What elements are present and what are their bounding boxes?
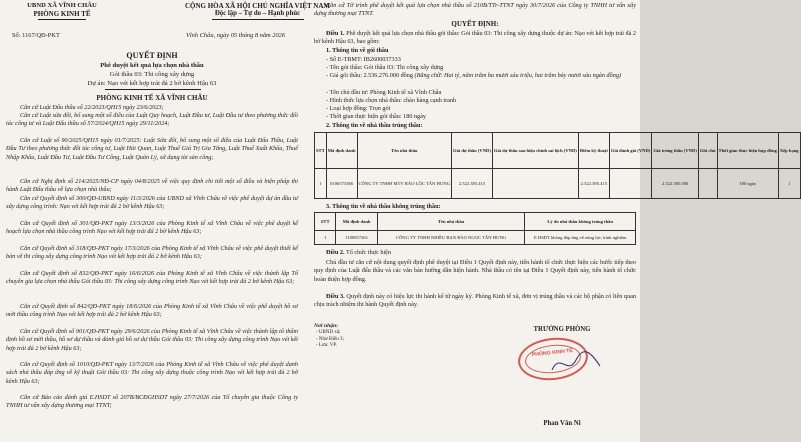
preamble-2: Căn cứ Luật sửa đổi, bổ sung một số điều của Luật Quy hoạch, Luật Đầu tư, Luật Đầu tư theo phương thức đối tác công tư và Luật Đấu thầu số 57/2024/QH15 ngày 29/11/2024; [6,112,298,128]
title-underline [105,89,201,90]
loser-header-row [315,213,636,231]
recipient-item: - UBND xã; [316,330,341,335]
motto-underline [212,19,304,20]
agency-underline [38,19,86,20]
winner-header-cell: Thời gian thực hiện hợp đồng [717,133,778,169]
decision-title: QUYẾT ĐỊNH [126,51,178,60]
place-date: Vĩnh Châu, ngày 05 tháng 8 năm 2026 [186,32,286,39]
winner-cell: 1 [315,169,327,199]
winner-cell [609,169,651,199]
preamble-4: Căn cứ Nghị định số 214/2025/NĐ-CP ngày 04/8/2025 về việc quy định chi tiết một số điều và biện pháp thi hành Luật Đấu thầu về lựa chọn nhà thầu; [6,178,298,194]
field-etbmt: - Số E-TBMT: IB2600037333 [326,56,401,63]
decide-heading: QUYẾT ĐỊNH: [451,20,499,28]
article-1-text: Phê duyệt kết quả lựa chọn nhà thầu gói thầu: Gói thầu 03: Thi công xây dựng thuộc dự án: Nạo vét kết hợp trải đá 2 bờ kênh Hậu 63, bao gồm: [314,30,637,46]
price-value: - Giá gói thầu: 2.536.276.000 đồng [326,72,413,79]
recipients-label: Nơi nhận: [314,323,338,329]
winner-cell: 2.522.385.415 [578,169,609,199]
preamble-3: Căn cứ Luật số 90/2025/QH15 ngày 01/7/2025: Luật Sửa đổi, bổ sung một số điều của Luật Đấu Thầu, Luật Đầu Tư theo phương thức đối tác công tư, Luật Hải Quan, Luật Thuế Giá Trị Gia Tăng, Luật Thuế Xuất Khẩu, Thuế Nhập Khẩu, Luật Đầu Tư, Luật Đầu Tư Công, Luật Quản Lý, sử dụng tài sản công; [6,137,298,161]
decision-project: Dự án: Nạo vét kết hợp trải đá 2 bờ kênh Hậu 63 [87,80,217,87]
winner-header-cell: Điểm kỹ thuật [578,133,609,169]
winner-cell: CÔNG TY TNHH MTV BẢO LỘC TÂN HƯNG [357,169,452,199]
signer-title: TRƯỞNG PHÒNG [533,326,591,333]
winner-cell [492,169,578,199]
winner-header-cell: Giá trúng thầu (VND) [652,133,699,169]
recipient-item: - Như Điều 3; [316,336,344,342]
article-2-body: Chủ đầu tư căn cứ nội dung quyết định phê duyệt tại Điều 1 Quyết định này, tiến hành tổ chức thực hiện các bước tiếp theo quy định của Luật đấu thầu và các văn bản hướng dẫn hiện hành. Nhà thầu có tên tại Điều 1 Quyết định này, tiến hành tổ chức hoàn thiện hợp đồng. [314,259,636,283]
winner-cell: 2.522.385.415 [452,169,493,199]
winner-header-cell: Giá dự thầu sau hiệu chỉnh sai lệch (VND) [492,133,578,169]
field-investor: - Tên chủ đầu tư: Phòng Kinh tế xã Vĩnh Châu [326,89,442,96]
agency-parent: UBND XÃ VĨNH CHÂU [27,2,97,9]
winner-header-cell: Ghi chú [698,133,717,169]
loser-header-cell: Lý do nhà thầu không trúng thầu [525,213,636,231]
recipients-list [316,330,344,350]
preamble-9: Căn cứ Quyết định số 842/QĐ-PKT ngày 18/6/2026 của Phòng Kinh tế xã Vĩnh Châu về việc phê duyệt hồ sơ mời thầu công trình Nạo vét kết hợp trải đá 2 bờ kênh Hậu 63; [6,303,298,319]
article-2-text: Tổ chức thực hiện [346,249,392,256]
winner-cell: 0106573366 [326,169,357,199]
loser-cell: CÔNG TY TNHH NHIỀU BẠN BẢO NGỌC TÂN HƯNG [377,231,525,245]
winner-header-cell: Giá đánh giá (VND) [609,133,651,169]
field-selection-method: - Hình thức lựa chọn nhà thầu: chào hàng cạnh tranh [326,97,457,104]
field-contract-type: - Loại hợp đồng: Trọn gói [326,105,391,112]
article-2-heading [326,249,391,257]
price-in-words: (Bằng chữ: Hai tỷ, năm trăm ba mươi sáu triệu, hai trăm bảy mươi sáu ngàn đồng) [414,72,621,79]
motto: Độc lập – Tự do – Hạnh phúc [214,10,301,17]
article-3-text: Quyết định này có hiệu lực thi hành kể từ ngày ký. Phòng Kinh tế xã, đơn vị trúng thầu và các bộ phận có liên quan chịu trách nhiệm thi hành Quyết định này. [314,293,637,309]
preamble-1: Căn cứ Luật Đấu thầu số 22/2023/QH15 ngày 23/6/2023; [20,104,164,111]
country-name: CỘNG HÒA XÃ HỘI CHỦ NGHĨA VIỆT NAM [184,2,330,10]
preamble-7: Căn cứ Quyết định số 318/QĐ-PKT ngày 17/3/2026 của Phòng Kinh tế xã Vĩnh Châu về việc phê duyệt thiết kế bản vẽ thi công xây dựng công trình Nạo vét kết hợp trải đá 2 bờ kênh Hậu 63; [6,245,298,261]
winner-cell [698,169,717,199]
winner-cell: 2.522.385.000 [652,169,699,199]
field-package-price [326,72,636,80]
loser-header-cell: Mã định danh [336,213,377,231]
article-1-label: Điều 1. [326,30,345,37]
article-3 [314,293,636,310]
section-3-heading: 3. Thông tin về nhà thầu không trúng thầu: [326,203,441,210]
preamble-11: Căn cứ Quyết định số 1010/QĐ-PKT ngày 13/7/2026 của Phòng Kinh tế xã Vĩnh Châu về việc phê duyệt danh sách nhà thầu đáp ứng về kỹ thuật Gói thầu 03: Thi công xây dựng thuộc công trình Nạo vét kết hợp trải đá 2 bờ kênh Hậu 63; [6,361,298,385]
loser-row [315,231,636,245]
recipient-item: - Lưu: VP. [316,343,337,348]
loser-cell: 1 [315,231,336,245]
loser-header-cell: Tên nhà thầu [377,213,525,231]
winner-table [314,132,801,199]
signer-name: Phan Văn Ni [543,420,581,427]
winner-header-cell: STT [315,133,327,169]
preamble-5: Căn cứ Quyết định số 300/QĐ-UBND ngày 11/3/2026 của UBND xã Vĩnh Châu về việc phê duyệt dự án đầu tư xây dựng công trình: Nạo vét kết hợp trải đá 2 bờ kênh Hậu 63; [6,195,298,211]
winner-header-cell: Tên nhà thầu [357,133,452,169]
winner-cell: 180 ngày [717,169,778,199]
winner-header-cell: Giá dự thầu (VND) [452,133,493,169]
loser-table [314,212,636,245]
article-1 [314,30,636,47]
loser-cell: 1100857261 [336,231,377,245]
right-intro: Căn cứ Tờ trình phê duyệt kết quả lựa chọn nhà thầu số 210B/TTr-TTNT ngày 30/7/2026 của Công ty TNHH tư vấn xây dựng thương mại TTNT. [314,2,636,18]
stamp-text: PHÒNG KINH TẾ [531,347,574,359]
section-1-heading: 1. Thông tin về gói thầu [326,47,389,54]
decision-package: Gói thầu 03: Thi công xây dựng [109,71,195,78]
doc-number: Số: 1167/QĐ-PKT [12,32,60,39]
winner-header-cell: Mã định danh [326,133,357,169]
decision-subject: Phê duyệt kết quả lựa chọn nhà thầu [100,62,204,69]
preamble-8: Căn cứ Quyết định số 832/QĐ-PKT ngày 16/6/2026 của Phòng Kinh tế xã Vĩnh Châu về việc thành lập Tổ chuyên gia lựa chọn nhà thầu Gói thầu 03: Thi công xây dựng công trình Nạo vét kết hợp trải đá 2 bờ kênh Hậu 63; [6,270,298,286]
winner-cell: 1 [778,169,800,199]
authority: PHÒNG KINH TẾ XÃ VĨNH CHÂU [96,94,208,102]
loser-header-cell: STT [315,213,336,231]
section-2-heading: 2. Thông tin về nhà thầu trúng thầu: [326,122,423,129]
winner-header-row [315,133,801,169]
preamble-10: Căn cứ Quyết định số 901/QĐ-PKT ngày 29/6/2026 của Phòng Kinh tế xã Vĩnh Châu về việc thành lập tổ thẩm định hồ sơ mời thầu, hồ sơ dự thầu và đánh giá hồ sơ dự thầu Gói thầu 03: Thi công xây dựng công trình Nạo vét kết hợp trải đá 2 bờ kênh Hậu 63; [6,328,298,352]
agency-name: PHÒNG KINH TẾ [33,10,91,18]
signature-scribble [548,348,604,378]
winner-row [315,169,801,199]
field-duration: - Thời gian thực hiện gói thầu: 180 ngày [326,113,426,120]
loser-cell: E.HSDT không đáp ứng về năng lực, kinh nghiệm [525,231,636,245]
preamble-6: Căn cứ Quyết định số 301/QĐ-PKT ngày 13/3/2026 của Phòng Kinh tế xã Vĩnh Châu về việc phê duyệt kế hoạch lựa chọn nhà thầu công trình Nạo vét kết hợp trải đá 2 bờ kênh Hậu 63; [6,220,298,236]
winner-header-cell: Xếp hạng [778,133,800,169]
article-3-label: Điều 3. [326,293,345,300]
article-2-label: Điều 2. [326,249,345,256]
field-package-name: - Tên gói thầu: Gói thầu 03: Thi công xây dựng [326,64,444,71]
preamble-12: Căn cứ Báo cáo đánh giá E.HSDT số 207B/BCĐGHSDT ngày 27/7/2026 của Tổ chuyên gia thuộc Công ty TNHH tư vấn xây dựng thương mại TTNT; [6,394,298,410]
